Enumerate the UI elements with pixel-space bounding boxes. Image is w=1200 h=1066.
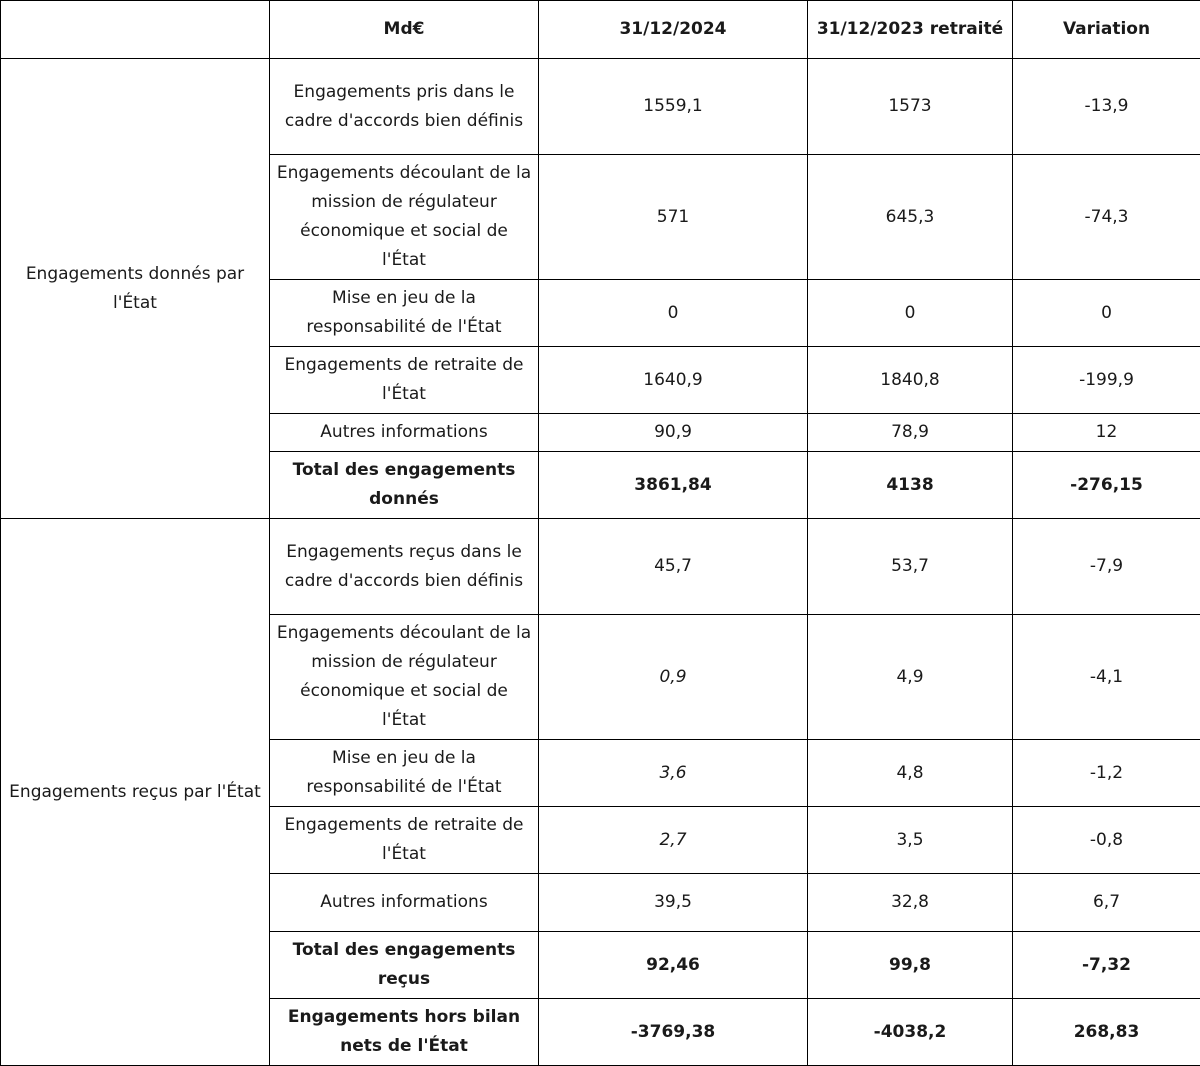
- group-label-received: Engagements reçus par l'État: [1, 519, 270, 1066]
- value-2023: 78,9: [808, 414, 1013, 452]
- value-variation: -4,1: [1013, 615, 1200, 740]
- row-label: Total des engagements reçus: [270, 932, 539, 999]
- table-row: [1, 59, 1200, 155]
- value-2023: 53,7: [808, 519, 1013, 615]
- table-row: [1, 519, 1200, 615]
- value-2024: 3861,84: [539, 452, 808, 519]
- value-2024: 0: [539, 280, 808, 347]
- value-2023: 99,8: [808, 932, 1013, 999]
- value-2023: 1573: [808, 59, 1013, 155]
- row-label: Mise en jeu de la responsabilité de l'État: [270, 280, 539, 347]
- row-label: Autres informations: [270, 874, 539, 932]
- header-unit: Md€: [270, 1, 539, 59]
- value-2024: 45,7: [539, 519, 808, 615]
- value-variation: -199,9: [1013, 347, 1200, 414]
- value-2023: 0: [808, 280, 1013, 347]
- table-header-row: [1, 1, 1200, 59]
- value-variation: 6,7: [1013, 874, 1200, 932]
- value-2023: 4,9: [808, 615, 1013, 740]
- group-label-given: Engagements donnés par l'État: [1, 59, 270, 519]
- value-variation: -13,9: [1013, 59, 1200, 155]
- value-variation: -276,15: [1013, 452, 1200, 519]
- value-variation: 12: [1013, 414, 1200, 452]
- value-variation: -0,8: [1013, 807, 1200, 874]
- value-2024: 39,5: [539, 874, 808, 932]
- row-label: Engagements découlant de la mission de régulateur économique et social de l'État: [270, 615, 539, 740]
- header-2024: 31/12/2024: [539, 1, 808, 59]
- value-2024: 1559,1: [539, 59, 808, 155]
- value-2024: -3769,38: [539, 999, 808, 1066]
- value-2023: -4038,2: [808, 999, 1013, 1066]
- row-label: Engagements reçus dans le cadre d'accords bien définis: [270, 519, 539, 615]
- value-2024: 0,9: [539, 615, 808, 740]
- row-label: Engagements de retraite de l'État: [270, 347, 539, 414]
- value-2024: 90,9: [539, 414, 808, 452]
- value-2023: 4138: [808, 452, 1013, 519]
- value-2024: 92,46: [539, 932, 808, 999]
- header-2023-restated: 31/12/2023 retraité: [808, 1, 1013, 59]
- value-variation: -1,2: [1013, 740, 1200, 807]
- header-group-column: [1, 1, 270, 59]
- value-variation: -7,32: [1013, 932, 1200, 999]
- value-2024: 2,7: [539, 807, 808, 874]
- value-variation: 268,83: [1013, 999, 1200, 1066]
- row-label: Engagements hors bilan nets de l'État: [270, 999, 539, 1066]
- row-label: Autres informations: [270, 414, 539, 452]
- value-variation: 0: [1013, 280, 1200, 347]
- row-label: Engagements découlant de la mission de régulateur économique et social de l'État: [270, 155, 539, 280]
- value-2023: 32,8: [808, 874, 1013, 932]
- value-2023: 4,8: [808, 740, 1013, 807]
- value-2024: 3,6: [539, 740, 808, 807]
- row-label: Total des engagements donnés: [270, 452, 539, 519]
- row-label: Mise en jeu de la responsabilité de l'État: [270, 740, 539, 807]
- value-2024: 571: [539, 155, 808, 280]
- value-2023: 645,3: [808, 155, 1013, 280]
- value-2023: 1840,8: [808, 347, 1013, 414]
- row-label: Engagements de retraite de l'État: [270, 807, 539, 874]
- value-variation: -7,9: [1013, 519, 1200, 615]
- value-2023: 3,5: [808, 807, 1013, 874]
- row-label: Engagements pris dans le cadre d'accords bien définis: [270, 59, 539, 155]
- value-2024: 1640,9: [539, 347, 808, 414]
- header-variation: Variation: [1013, 1, 1200, 59]
- value-variation: -74,3: [1013, 155, 1200, 280]
